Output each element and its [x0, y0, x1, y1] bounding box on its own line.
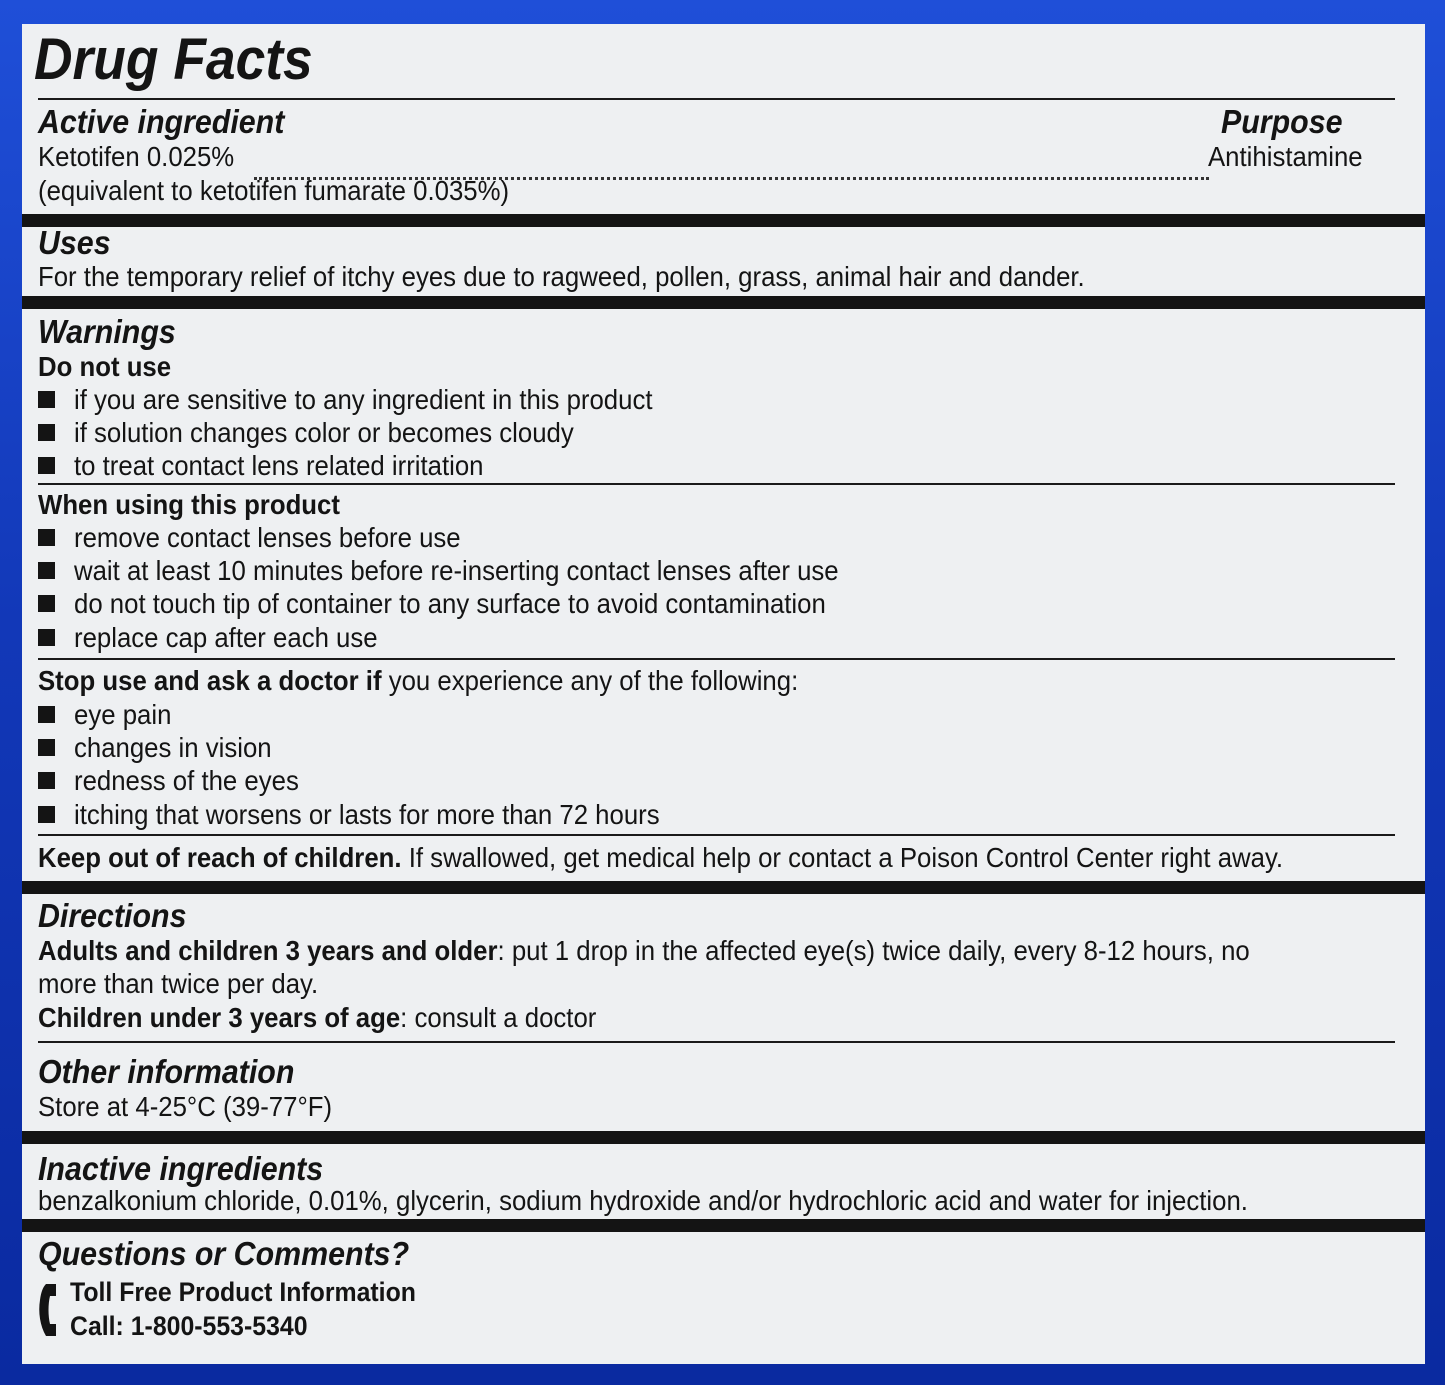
keep-out-heading: Keep out of reach of children. [38, 842, 402, 873]
square-bullet-icon [38, 424, 55, 441]
when-using-heading: When using this product [38, 489, 340, 520]
uses-heading: Uses [38, 224, 111, 261]
square-bullet-icon [38, 772, 55, 789]
list-item: if solution changes color or becomes cloudy [38, 416, 617, 449]
square-bullet-icon [38, 595, 55, 612]
inactive-ingredients-heading: Inactive ingredients [38, 1150, 324, 1187]
section-divider [22, 296, 1425, 309]
keep-out-line [38, 841, 1283, 874]
square-bullet-icon [38, 391, 55, 408]
title-divider [38, 98, 1395, 100]
stop-use-heading: Stop use and ask a doctor if [38, 665, 382, 696]
page-title: Drug Facts [34, 27, 313, 92]
uses-text: For the temporary relief of itchy eyes due to ragweed, pollen, grass, animal hair and dander. [38, 261, 1085, 292]
toll-free-label: Toll Free Product Information [70, 1277, 416, 1307]
list-item: itching that worsens or lasts for more than 72 hours [38, 798, 711, 831]
purpose-value: Antihistamine [1208, 141, 1363, 172]
section-divider [22, 881, 1425, 894]
section-divider [22, 1131, 1425, 1144]
section-divider [22, 214, 1425, 227]
square-bullet-icon [38, 529, 55, 546]
list-item: changes in vision [38, 731, 289, 764]
section-divider [22, 1219, 1425, 1232]
list-item: remove contact lenses before use [38, 521, 494, 554]
square-bullet-icon [38, 457, 55, 474]
stop-use-line [38, 664, 798, 697]
subsection-divider [38, 834, 1395, 836]
square-bullet-icon [38, 806, 55, 823]
list-item: replace cap after each use [38, 621, 404, 654]
list-item: do not touch tip of container to any surface to avoid contamination [38, 587, 891, 620]
active-equivalent: (equivalent to ketotifen fumarate 0.035%) [38, 175, 510, 206]
warnings-heading: Warnings [38, 313, 176, 350]
subsection-divider [38, 1041, 1395, 1043]
list-item: redness of the eyes [38, 764, 318, 797]
do-not-use-heading: Do not use [38, 351, 172, 382]
active-ingredient-heading: Active ingredient [38, 103, 285, 140]
stop-use-text: you experience any of the following: [381, 665, 799, 696]
list-item: if you are sensitive to any ingredient in this product [38, 383, 703, 416]
square-bullet-icon [38, 562, 55, 579]
inactive-ingredients-text: benzalkonium chloride, 0.01%, glycerin, sodium hydroxide and/or hydrochloric acid and water for injection. [38, 1185, 1248, 1216]
subsection-divider [38, 658, 1395, 660]
list-item: to treat contact lens related irritation [38, 449, 519, 482]
list-item: wait at least 10 minutes before re-inserting contact lenses after use [38, 554, 905, 587]
list-item: eye pain [38, 698, 180, 731]
drug-facts-panel [22, 24, 1425, 1364]
keep-out-text: If swallowed, get medical help or contact a Poison Control Center right away. [401, 842, 1284, 873]
other-information-text: Store at 4-25°C (39-77°F) [38, 1091, 333, 1122]
other-information-heading: Other information [38, 1053, 295, 1090]
directions-adults-cont: more than twice per day. [38, 968, 319, 999]
subsection-divider [38, 483, 1395, 485]
active-ingredient-value: Ketotifen 0.025% [38, 141, 235, 172]
phone-icon [38, 1282, 64, 1338]
phone-number[interactable]: Call: 1-800-553-5340 [70, 1311, 308, 1341]
square-bullet-icon [38, 629, 55, 646]
directions-heading: Directions [38, 897, 187, 934]
directions-children: Children under 3 years of age: consult a doctor [38, 1002, 597, 1033]
purpose-heading: Purpose [1220, 103, 1343, 140]
questions-heading: Questions or Comments? [38, 1235, 410, 1272]
square-bullet-icon [38, 739, 55, 756]
square-bullet-icon [38, 706, 55, 723]
directions-adults: Adults and children 3 years and older: put 1 drop in the affected eye(s) twice daily, every 8-12 hours, no [38, 935, 1250, 966]
